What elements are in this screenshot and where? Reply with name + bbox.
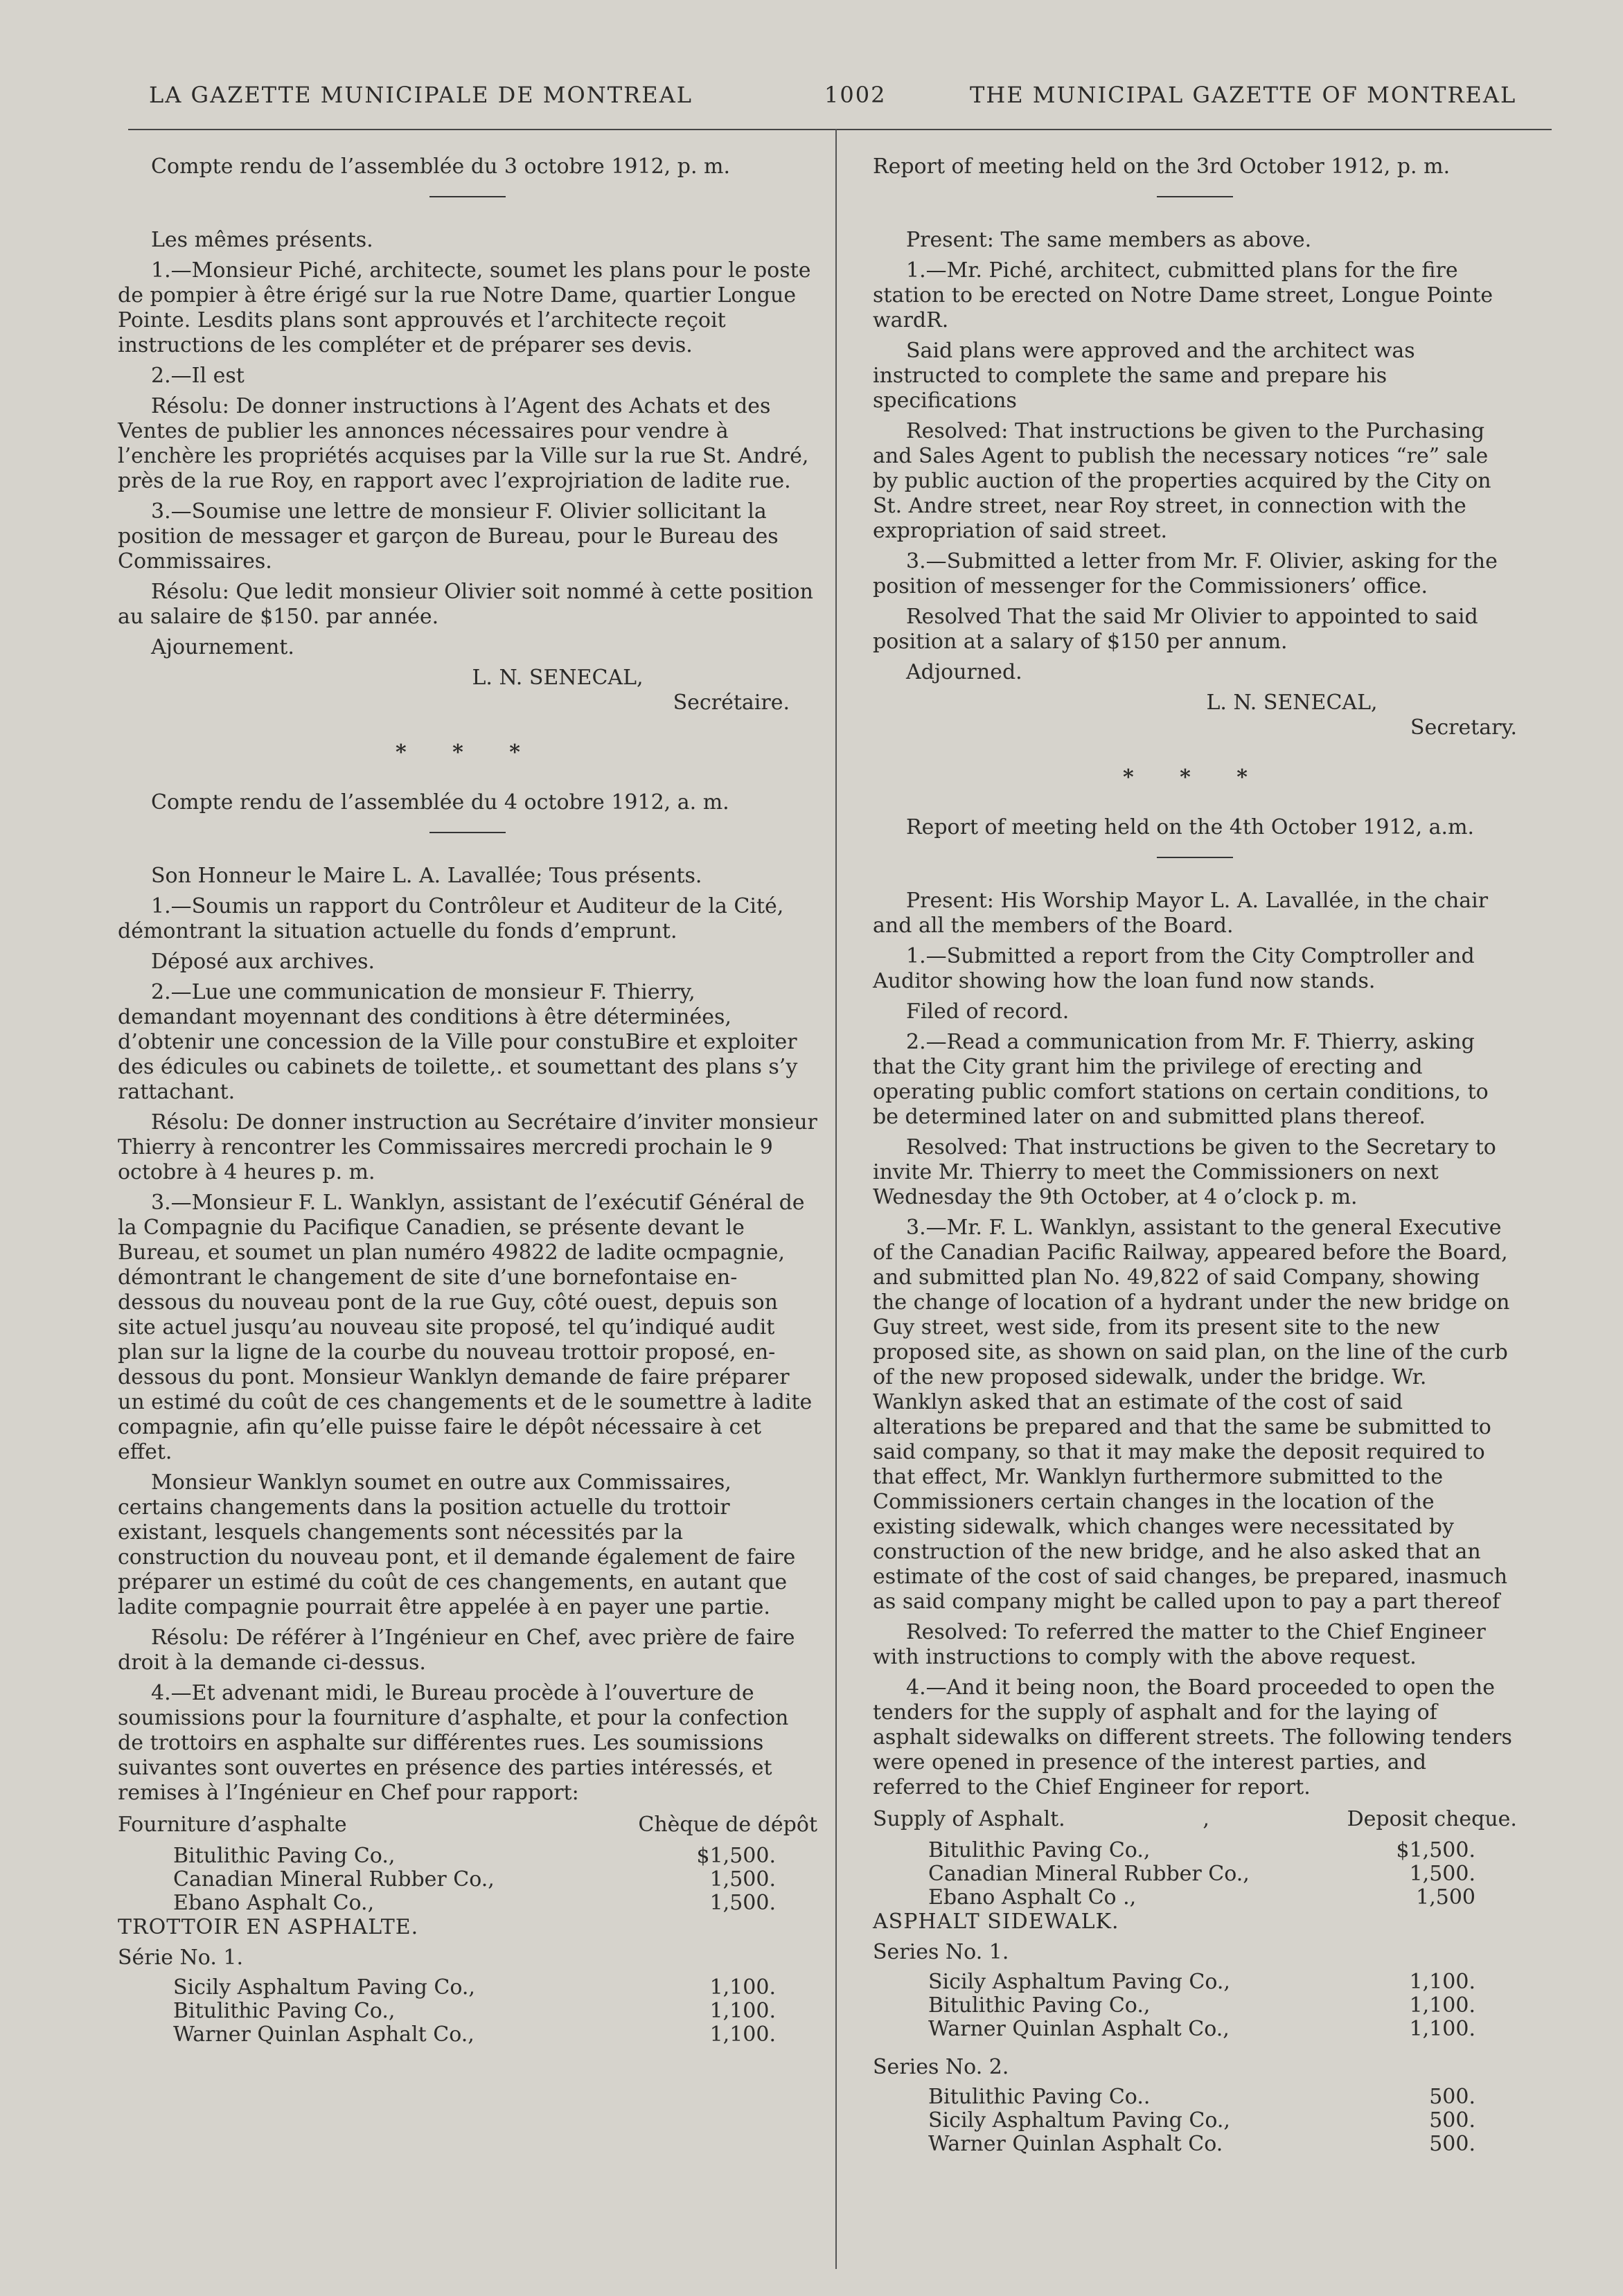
company-name: Canadian Mineral Rubber Co., — [173, 1867, 495, 1892]
fr-tender-header-left: Fourniture d’asphalte — [118, 1813, 347, 1837]
en-series2-label: Series No. 2. — [873, 2055, 1009, 2079]
en-meeting1-signature-title: Secretary. — [1410, 715, 1517, 740]
deposit-amount: 1,100. — [1409, 2017, 1475, 2041]
fr-series1-table — [118, 1976, 817, 2047]
deposit-amount: 1,100. — [709, 1975, 776, 2000]
fr-meeting1-item3: 3.—Soumise une lettre de monsieur F. Olivier sollicitant la position de messager et garçon de Bureau, pour le Bureau des Commissaires. — [118, 499, 779, 573]
en-asphalt-supply-table — [873, 1839, 1517, 1910]
en-section-separator: * * * — [1123, 765, 1267, 790]
fr-meeting2-item3-resolution: Résolu: De référer à l’Ingénieur en Chef, avec prière de faire droit à la demande ci-dessus. — [118, 1626, 795, 1675]
fr-meeting2-item2-resolution: Résolu: De donner instruction au Secrétaire d’inviter monsieur Thierry à rencontrer les Commissaires mercredi prochain le 9 octobre à 4 heures p. m. — [118, 1110, 817, 1184]
en-meeting1-item2-resolution: Resolved: That instructions be given to the Purchasing and Sales Agent to publish the necessary notices “re” sale by public auction of the properties acquired by the City on St. Andre street, near Roy street, in connection with the expropriation of said street. — [873, 419, 1491, 543]
fr-meeting1-item3-resolution: Résolu: Que ledit monsieur Olivier soit nommé à cette position au salaire de $150. par année. — [118, 580, 813, 629]
column-divider — [835, 129, 837, 2269]
fr-meeting2-item1-resolution: Déposé aux archives. — [151, 950, 375, 974]
en-meeting1-rule — [1157, 196, 1233, 197]
fr-meeting1-signature: L. N. SENECAL, — [472, 666, 644, 690]
deposit-amount: 1,500. — [1409, 1862, 1475, 1886]
deposit-amount: $1,500. — [1396, 1838, 1475, 1862]
company-name: Ebano Asphalt Co., — [173, 1891, 375, 1915]
en-meeting2-item3: 3.—Mr. F. L. Wanklyn, assistant to the general Executive of the Canadian Pacific Railway, appeared before the Board, and submitted plan No. 49,822 of said Company, showing the change of location of a hydrant under the new bridge on Guy street, west side, from its present site to the new proposed site, as shown on said plan, on the line of the curb of the new proposed sidewalk, under the bridge. Wr. Wanklyn asked that an estimate of the cost of said alterations be prepared and that the same be submitted to said company, so that it may make the deposit required to that effect, Mr. Wanklyn furthermore submitted to the Commissioners certain changes in the location of the existing sidewalk, which changes were necessitated by construction of the new bridge, and he also asked that an estimate of the cost of said changes, be prepared, inasmuch as said company might be called upon to pay a part thereof — [873, 1216, 1510, 1614]
deposit-amount: 1,100. — [1409, 1970, 1475, 1994]
table-row — [873, 2109, 1517, 2133]
table-row — [118, 2023, 817, 2047]
en-sidewalk-heading: ASPHALT SIDEWALK. — [873, 1910, 1119, 1934]
company-name: Sicily Asphaltum Paving Co., — [928, 2108, 1230, 2133]
fr-meeting2-title: Compte rendu de l’assemblée du 4 octobre 1912, a. m. — [151, 790, 729, 815]
english-column — [873, 149, 1517, 2156]
en-meeting2-item2-resolution: Resolved: That instructions be given to the Secretary to invite Mr. Thierry to meet the Commissioners on next Wednesday the 9th October, at 4 o’clock p. m. — [873, 1135, 1496, 1209]
table-row — [873, 2133, 1517, 2156]
company-name: Bitulithic Paving Co., — [173, 1844, 396, 1868]
en-series2-table — [873, 2085, 1517, 2156]
fr-meeting1-item1: 1.—Monsieur Piché, architecte, soumet les plans pour le poste de pompier à être érigé sur la rue Notre Dame, quartier Longue Pointe. Lesdits plans sont approuvés et l’architecte reçoit instructions de les compléter et de préparer ses devis. — [118, 258, 811, 357]
company-name: Warner Quinlan Asphalt Co., — [928, 2017, 1230, 2041]
company-name: Bitulithic Paving Co., — [928, 1838, 1151, 1862]
table-row — [118, 1868, 817, 1892]
french-column — [118, 149, 817, 2047]
company-name: Warner Quinlan Asphalt Co. — [928, 2132, 1223, 2156]
deposit-amount: 1,100. — [709, 2022, 776, 2047]
table-row — [873, 1862, 1517, 1886]
en-meeting1-signature: L. N. SENECAL, — [1206, 691, 1378, 715]
table-row — [873, 1970, 1517, 1994]
table-row — [873, 1886, 1517, 1910]
en-tender-header-left: Supply of Asphalt. — [873, 1807, 1065, 1831]
en-meeting2-item3-resolution: Resolved: To referred the matter to the Chief Engineer with instructions to comply with the above request. — [873, 1620, 1486, 1669]
en-meeting2-item1: 1.—Submitted a report from the City Comptroller and Auditor showing how the loan fund now stands. — [873, 944, 1475, 993]
en-meeting2-present: Present: His Worship Mayor L. A. Lavallée, in the chair and all the members of the Board. — [873, 889, 1489, 938]
en-tender-header-right: Deposit cheque. — [1347, 1807, 1517, 1831]
company-name: Bitulithic Paving Co., — [928, 1993, 1151, 2018]
deposit-amount: 1,500 — [1416, 1885, 1475, 1910]
table-row — [118, 2000, 817, 2023]
deposit-amount: 500. — [1429, 2085, 1475, 2109]
company-name: Sicily Asphaltum Paving Co., — [928, 1970, 1230, 1994]
company-name: Bitulithic Paving Co.. — [928, 2085, 1151, 2109]
en-meeting2-item1-resolution: Filed of record. — [906, 999, 1070, 1024]
fr-meeting1-rule — [429, 196, 506, 197]
en-meeting2-item4: 4.—And it being noon, the Board proceeded to open the tenders for the supply of asphalt and for the laying of asphalt sidewalks on different streets. The following tenders were opened in presence of the interest parties, and referred to the Chief Engineer for report. — [873, 1675, 1512, 1799]
fr-asphalt-supply-table — [118, 1844, 817, 1915]
header-rule — [128, 129, 1552, 130]
en-series1-table — [873, 1970, 1517, 2041]
header-english-title: THE MUNICIPAL GAZETTE OF MONTREAL — [970, 82, 1517, 108]
en-meeting1-item3-resolution: Resolved That the said Mr Olivier to appointed to said position at a salary of $150 per annum. — [873, 605, 1478, 654]
en-meeting2-item2: 2.—Read a communication from Mr. F. Thierry, asking that the City grant him the privilege of erecting and operating public comfort stations on certain conditions, to be determined later on and submitted plans thereof. — [873, 1030, 1489, 1129]
en-series1-label: Series No. 1. — [873, 1940, 1009, 1964]
header-french-title: LA GAZETTE MUNICIPALE DE MONTREAL — [149, 82, 693, 108]
en-tender-header-mid: , — [1203, 1807, 1209, 1831]
deposit-amount: 500. — [1429, 2132, 1475, 2156]
deposit-amount: 500. — [1429, 2108, 1475, 2133]
fr-meeting2-item3-continued: Monsieur Wanklyn soumet en outre aux Commissaires, certains changements dans la position actuelle du trottoir existant, lesquels changements sont nécessités par la construction du nouveau pont, et il demande également de faire préparer un estimé du coût de ces changements, en autant que ladite compagnie pourrait être appelée à en payer une partie. — [118, 1470, 796, 1619]
deposit-amount: 1,100. — [709, 1999, 776, 2023]
en-meeting1-title: Report of meeting held on the 3rd October 1912, p. m. — [873, 154, 1451, 179]
fr-series1-label: Série No. 1. — [118, 1946, 244, 1970]
company-name: Bitulithic Paving Co., — [173, 1999, 396, 2023]
fr-meeting2-rule — [429, 832, 506, 833]
fr-meeting2-item2: 2.—Lue une communication de monsieur F. Thierry, demandant moyennant des conditions à être déterminées, d’obtenir une concession de la Ville pour constuBire et exploiter des édicules ou cabinets de toilette,. et soumettant des plans s’y rattachant. — [118, 980, 798, 1104]
fr-sidewalk-heading: TROTTOIR EN ASPHALTE. — [118, 1915, 419, 1939]
fr-meeting2-item1: 1.—Soumis un rapport du Contrôleur et Auditeur de la Cité, démontrant la situation actuelle du fonds d’emprunt. — [118, 894, 784, 943]
company-name: Warner Quinlan Asphalt Co., — [173, 2022, 475, 2047]
company-name: Canadian Mineral Rubber Co., — [928, 1862, 1250, 1886]
table-row — [118, 1976, 817, 2000]
fr-meeting1-title: Compte rendu de l’assemblée du 3 octobre 1912, p. m. — [151, 154, 731, 179]
en-meeting1-item3: 3.—Submitted a letter from Mr. F. Olivier, asking for the position of messenger for the Commissioners’ office. — [873, 549, 1498, 598]
company-name: Ebano Asphalt Co ., — [928, 1885, 1137, 1910]
en-meeting2-title: Report of meeting held on the 4th October 1912, a.m. — [906, 815, 1475, 839]
en-meeting2-rule — [1157, 857, 1233, 858]
table-row — [118, 1844, 817, 1868]
en-meeting1-adjournment: Adjourned. — [906, 660, 1022, 684]
fr-meeting1-adjournment: Ajournement. — [151, 635, 294, 659]
fr-meeting2-item4: 4.—Et advenant midi, le Bureau procède à l’ouverture de soumissions pour la fourniture d’asphalte, et pour la confection de trottoirs en asphalte sur différentes rues. Les soumissions suivantes sont ouvertes en présence des parties intéressés, et remises à l’Ingénieur en Chef pour rapport: — [118, 1681, 789, 1805]
deposit-amount: $1,500. — [696, 1844, 776, 1868]
fr-meeting1-item2-resolution: Résolu: De donner instructions à l’Agent des Achats et des Ventes de publier les annonces nécessaires pour vendre à l’enchère les propriétés acquises par la Ville sur la rue St. André, près de la rue Roy, en rapport avec l’exprojriation de ladite rue. — [118, 394, 809, 493]
fr-meeting1-signature-title: Secrétaire. — [673, 691, 790, 715]
fr-meeting2-present: Son Honneur le Maire L. A. Lavallée; Tous présents. — [151, 864, 702, 888]
fr-section-separator: * * * — [396, 740, 540, 765]
fr-meeting2-item3: 3.—Monsieur F. L. Wanklyn, assistant de l’exécutif Général de la Compagnie du Pacifique Canadien, se présente devant le Bureau, et soumet un plan numéro 49822 de ladite ocmpagnie, démontrant le changement de site d’une bornefontaise en-dessous du nouveau pont de la rue Guy, côté ouest, depuis son site actuel jusqu’au nouveau site proposé, tel qu’indiqué audit plan sur la ligne de la courbe du nouveau trottoir proposé, en-dessous du pont. Monsieur Wanklyn demande de faire préparer un estimé du coût de ces changements et de le soumettre à ladite compagnie, afin qu’elle puisse faire le dépôt nécessaire à cet effet. — [118, 1191, 813, 1464]
fr-tender-header — [118, 1813, 817, 1837]
table-row — [873, 1839, 1517, 1862]
company-name: Sicily Asphaltum Paving Co., — [173, 1975, 475, 2000]
table-row — [118, 1892, 817, 1915]
fr-meeting1-item2: 2.—Il est — [151, 364, 245, 388]
fr-tender-header-right: Chèque de dépôt — [638, 1813, 817, 1837]
deposit-amount: 1,500. — [709, 1891, 776, 1915]
en-tender-header — [873, 1807, 1517, 1832]
fr-meeting1-present: Les mêmes présents. — [151, 228, 373, 252]
deposit-amount: 1,100. — [1409, 1993, 1475, 2018]
table-row — [873, 1994, 1517, 2018]
en-meeting1-present: Present: The same members as above. — [906, 228, 1312, 252]
table-row — [873, 2018, 1517, 2041]
page-number: 1002 — [824, 82, 887, 108]
en-meeting1-item1-resolution: Said plans were approved and the architect was instructed to complete the same and prepare his specifications — [873, 339, 1415, 413]
table-row — [873, 2085, 1517, 2109]
page-header — [118, 82, 1552, 123]
en-meeting1-item1: 1.—Mr. Piché, architect, cubmitted plans for the fire station to be erected on Notre Dame street, Longue Pointe wardR. — [873, 258, 1493, 332]
deposit-amount: 1,500. — [709, 1867, 776, 1892]
